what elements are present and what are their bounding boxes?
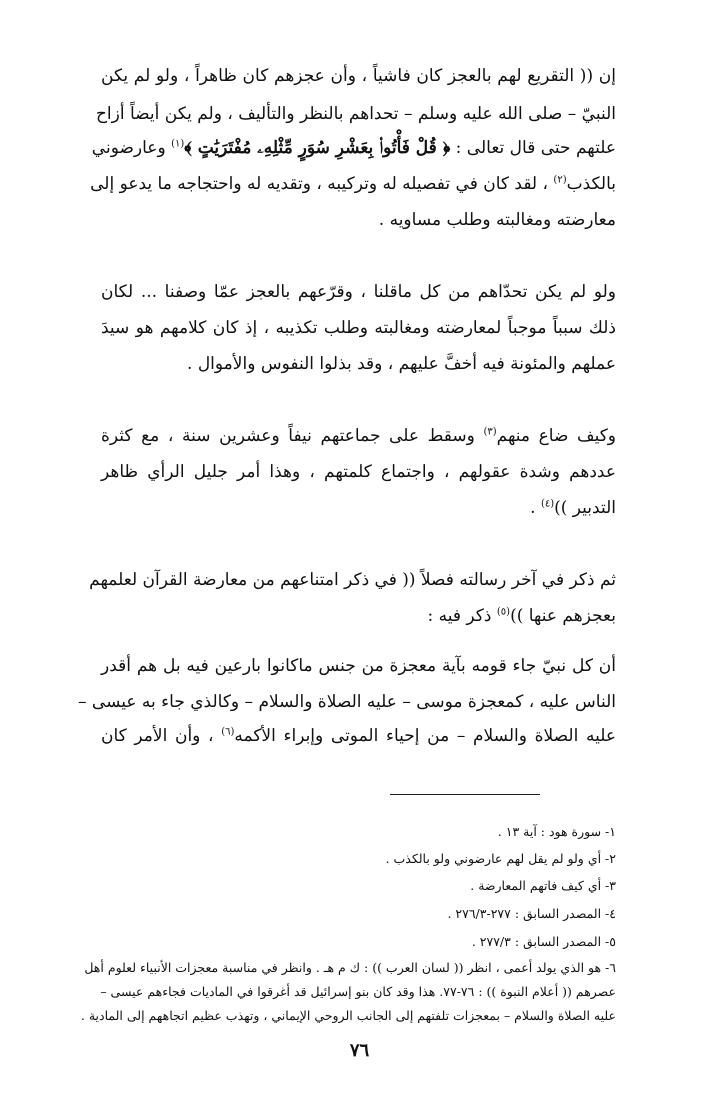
- paragraph2-line3: عملهم والمئونة فيه أخفَّ عليهم ، وقد بذلوا النفوس والأموال .: [187, 354, 616, 374]
- footnote-ref: (١): [171, 138, 185, 150]
- footnote-3: ٣- أي كيف فاتهم المعارضة .: [470, 878, 616, 893]
- paragraph2-line1: ولو لم يكن تحدّاهم من كل ماقلنا ، وقرّعهم بالعجز عمّا وصفنا ... لكان: [101, 282, 616, 302]
- page-number: ٧٦: [349, 1040, 370, 1061]
- paragraph1-line1: إن (( التقريع لهم بالعجز كان فاشياً ، وأن عجزهم كان ظاهراً ، ولو لم يكن: [101, 66, 616, 86]
- footnote-6-line1: ٦- هو الذي يولد أعمى ، انظر (( لسان العرب )) : ك م هـ . وانظر في مناسبة معجزات الأنبياء لعلوم أهل: [84, 960, 616, 975]
- paragraph5-line3: عليه الصلاة والسلام – من إحياء الموتى وإبراء الأكمه$^{(٦)}$ ، وأن الأمر كان: [101, 726, 616, 746]
- paragraph5-line1: أن كل نبيّ جاء قومه بآية معجزة من جنس ماكانوا بارعين فيه بل هم أقدر: [101, 656, 616, 676]
- paragraph5-line2: الناس عليه ، كمعجزة موسى – عليه الصلاة والسلام – وكالذي جاء به عيسى –: [78, 692, 616, 712]
- quran-verse: ﴿ قُلْ فَأْتُوا۟ بِعَشْرِ سُوَرٍ مِّثْلِهِۦ مُفْتَرَيَٰتٍ ﴾: [184, 138, 451, 158]
- paragraph1-line5: معارضته ومغالبته وطلب مساويه .: [378, 210, 616, 230]
- paragraph4-line2: بعجزهم عنها ))$^{(٥)}$ ذكر فيه :: [427, 606, 616, 626]
- footnote-ref: (٥): [496, 606, 511, 618]
- paragraph3-line3: التدبير ))$^{(٤)}$ .: [530, 498, 616, 518]
- footnote-ref: (٣): [483, 426, 497, 438]
- footnote-5: ٥- المصدر السابق : ٢٧٧/٣ .: [471, 934, 616, 949]
- footnote-ref: (٤): [540, 498, 555, 510]
- paragraph3-line2: عددهم وشدة عقولهم ، واجتماع كلمتهم ، وهذا أمر جليل الرأي ظاهر: [101, 462, 616, 482]
- footnote-1: ١- سورة هود : آية ١٣ .: [497, 824, 616, 839]
- paragraph3-line1: وكيف ضاع منهم$^{(٣)}$ وسقط على جماعتهم نيفاً وعشرين سنة ، مع كثرة: [101, 426, 617, 446]
- footnote-6-line2: عصرهم (( أعلام النبوة )) : ٧٦-٧٧. هذا وقد كان بنو إسرائيل قد أغرقوا في الماديات فجاءهم عيسى –: [100, 984, 616, 999]
- footnote-4: ٤- المصدر السابق : ٢٧٧-٢٧٦/٣ .: [447, 906, 616, 921]
- footnote-6-line3: عليه الصلاة والسلام – بمعجزات تلفتهم إلى الجانب الروحي الإيماني ، وتهذب عظيم اتجاههم إلى المادية .: [80, 1008, 616, 1023]
- paragraph4-line1: ثم ذكر في آخر رسالته فصلاً (( في ذكر امتناعهم من معارضة القرآن لعلمهم: [89, 570, 616, 590]
- paragraph1-line4: بالكذب$^{(٢)}$ ، لقد كان في تفصيله له وتركيبه ، وتقديه له واحتجاجه ما يدعو إلى: [90, 174, 616, 194]
- footnote-ref: (٦): [221, 726, 235, 738]
- footnote-2: ٢- أي ولو لم يقل لهم عارضوني ولو بالكذب .: [385, 851, 616, 866]
- paragraph1-line2: النبيّ – صلى الله عليه وسلم – تحداهم بالنظر والتأليف ، ولم يكن أيضاً أزاح: [95, 104, 616, 124]
- footnote-ref: (٢): [553, 174, 567, 186]
- footnote-divider: [390, 794, 540, 795]
- paragraph2-line2: ذلك سبباً موجباً لمعارضته ومغالبته وطلب تكذيبه ، إذ كان كلامهم هو سيدَ: [101, 318, 616, 338]
- paragraph1-line3: علتهم حتى قال تعالى : ﴿ قُلْ فَأْتُوا۟ بِعَشْرِ سُوَرٍ مِّثْلِهِۦ مُفْتَرَيَٰتٍ ﴾$^{(١)}$ وعارضوني: [91, 138, 616, 158]
